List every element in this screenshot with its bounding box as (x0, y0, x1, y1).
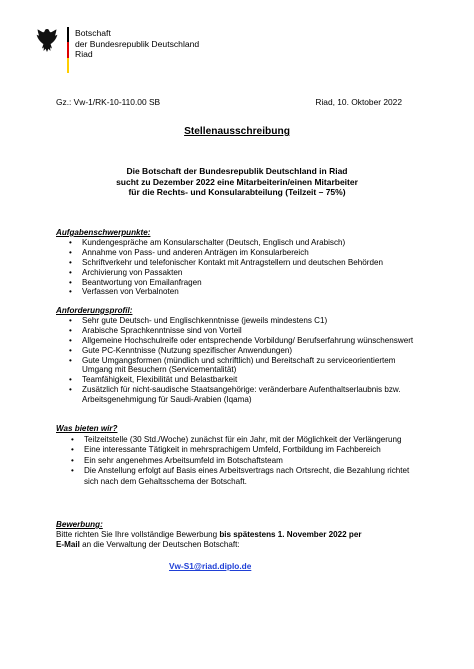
tasks-section (56, 228, 416, 297)
letterhead (75, 28, 199, 60)
requirements-section (56, 306, 416, 405)
federal-eagle-icon (36, 27, 58, 53)
email-link[interactable]: Vw-S1@riad.diplo.de (169, 561, 252, 571)
list-item: • Schriftverkehr und telefonischer Kontakt mit Antragstellern und deutschen Behörden (56, 258, 416, 268)
tasks-list (56, 238, 416, 297)
flag-stripe (67, 27, 69, 73)
list-item: • Archivierung von Passakten (56, 268, 416, 278)
flag-stripe-gold (67, 58, 69, 73)
offer-section (56, 424, 418, 488)
application-deadline: bis spätestens 1. November 2022 per (219, 530, 362, 539)
application-email-label: E-Mail (56, 540, 80, 549)
letterhead-line: Riad (75, 49, 93, 60)
section-heading: Was bieten wir? (56, 424, 118, 433)
section-heading: Aufgabenschwerpunkte: (56, 228, 151, 237)
list-item: • Gute PC-Kenntnisse (Nutzung spezifischer Anwendungen) (56, 346, 416, 356)
intro-line: für die Rechts- und Konsularabteilung (Teilzeit – 75%) (128, 187, 346, 198)
page-title: Stellenausschreibung (184, 126, 290, 137)
list-item: • Arabische Sprachkenntnisse sind von Vorteil (56, 326, 416, 336)
intro-line: sucht zu Dezember 2022 eine Mitarbeiterin/einen Mitarbeiter (116, 176, 358, 187)
list-item: • Kundengespräche am Konsularschalter (Deutsch, Englisch und Arabisch) (56, 238, 416, 248)
letterhead-line: Botschaft (75, 28, 111, 38)
application-text-1: Bitte richten Sie Ihre vollständige Bewerbung (56, 530, 220, 539)
intro-line: Die Botschaft der Bundesrepublik Deutschland in Riad (126, 166, 348, 176)
document-date: Riad, 10. Oktober 2022 (315, 97, 402, 107)
list-item: • Verfassen von Verbalnoten (56, 287, 416, 297)
requirements-list (56, 316, 416, 405)
flag-stripe-red (67, 42, 69, 57)
list-item: • Die Anstellung erfolgt auf Basis eines Arbeitsvertrags nach Ortsrecht, die Bezahlung richtet sich nach dem Gehaltsschema der Botschaft. (56, 466, 418, 487)
application-text (56, 530, 426, 550)
offer-list (56, 435, 418, 488)
list-item: • Allgemeine Hochschulreife oder entsprechende Vorbildung/ Berufserfahrung wünschenswert (56, 336, 416, 346)
flag-stripe-black (67, 27, 69, 42)
section-heading: Anforderungsprofil: (56, 306, 133, 315)
section-heading: Bewerbung: (56, 520, 103, 529)
list-item: • Gute Umgangsformen (mündlich und schriftlich) und Bereitschaft zu serviceorientiertem Umgang mit Besuchern (Servicementalität) (56, 356, 416, 376)
list-item: • Annahme von Pass- und anderen Anträgen im Konsularbereich (56, 248, 416, 258)
list-item: • Beantwortung von Emailanfragen (56, 278, 416, 288)
intro-text (40, 166, 434, 198)
reference-number: Gz.: Vw-1/RK-10-110.00 SB (56, 97, 161, 107)
application-section (56, 520, 426, 550)
list-item: • Zusätzlich für nicht-saudische Staatsangehörige: veränderbare Aufenthaltserlaubnis bzw. Arbeitsgenehmigung für Saudi-Arabien (Iqama) (56, 385, 416, 405)
list-item: • Eine interessante Tätigkeit in mehrsprachigem Umfeld, Fortbildung im Fachbereich (56, 445, 418, 456)
letterhead-line: der Bundesrepublik Deutschland (75, 38, 200, 49)
list-item: • Sehr gute Deutsch- und Englischkenntnisse (jeweils mindestens C1) (56, 316, 416, 326)
list-item: • Teamfähigkeit, Flexibilität und Belastbarkeit (56, 375, 416, 385)
application-text-2: an die Verwaltung der Deutschen Botschaft: (79, 540, 240, 549)
list-item: • Teilzeitstelle (30 Std./Woche) zunächst für ein Jahr, mit der Möglichkeit der Verlängerung (56, 435, 418, 446)
list-item: • Ein sehr angenehmes Arbeitsumfeld im Botschaftsteam (56, 456, 418, 467)
